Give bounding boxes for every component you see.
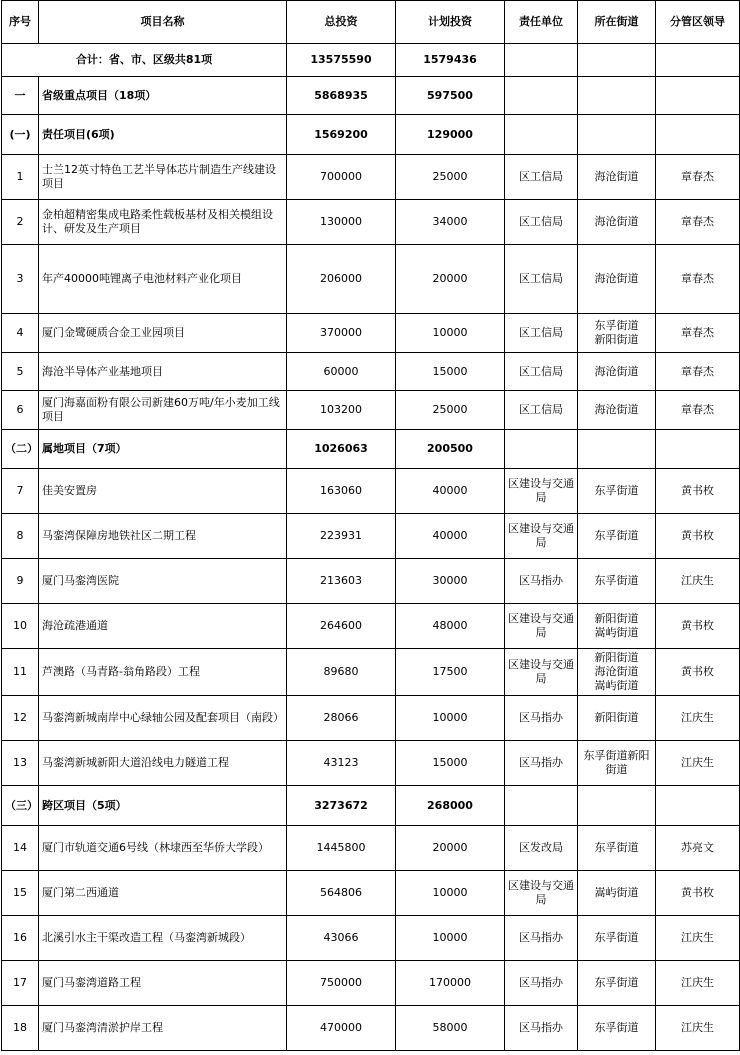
table-row [2, 469, 740, 514]
project-name: 马銮湾新城南岸中心绿轴公园及配套项目（南段） [39, 696, 287, 741]
header-planned-investment: 计划投资 [396, 1, 505, 44]
empty-cell [656, 115, 740, 155]
empty-cell [656, 44, 740, 77]
project-name: 马銮湾保障房地铁社区二期工程 [39, 514, 287, 559]
responsible-unit: 区马指办 [505, 559, 578, 604]
group-plan: 200500 [396, 430, 505, 469]
group-total: 1569200 [287, 115, 396, 155]
row-number: 4 [2, 314, 39, 353]
group-index: （三） [2, 786, 39, 826]
row-number: 3 [2, 245, 39, 314]
planned-investment: 25000 [396, 155, 505, 200]
district-leader: 苏亮文 [656, 826, 740, 871]
row-number: 1 [2, 155, 39, 200]
street: 海沧街道 [578, 245, 656, 314]
street: 新阳街道 [578, 696, 656, 741]
table-row [2, 353, 740, 391]
row-number: 7 [2, 469, 39, 514]
responsible-unit: 区工信局 [505, 245, 578, 314]
planned-investment: 58000 [396, 1006, 505, 1051]
street: 东孚街道 [578, 559, 656, 604]
district-leader: 章春杰 [656, 391, 740, 430]
total-row-plan: 1579436 [396, 44, 505, 77]
table-row [2, 200, 740, 245]
group-label: 责任项目(6项) [39, 115, 287, 155]
total-investment: 264600 [287, 604, 396, 649]
header-index: 序号 [2, 1, 39, 44]
empty-cell [578, 77, 656, 115]
group-total: 1026063 [287, 430, 396, 469]
district-leader: 江庆生 [656, 559, 740, 604]
responsible-unit: 区建设与交通局 [505, 871, 578, 916]
row-number: 13 [2, 741, 39, 786]
total-investment: 750000 [287, 961, 396, 1006]
section-index: 一 [2, 77, 39, 115]
project-name: 金柏超精密集成电路柔性载板基材及相关模组设计、研发及生产项目 [39, 200, 287, 245]
responsible-unit: 区马指办 [505, 696, 578, 741]
planned-investment: 30000 [396, 559, 505, 604]
planned-investment: 10000 [396, 696, 505, 741]
responsible-unit: 区马指办 [505, 741, 578, 786]
total-investment: 130000 [287, 200, 396, 245]
empty-cell [505, 77, 578, 115]
project-name: 厦门马銮湾医院 [39, 559, 287, 604]
district-leader: 章春杰 [656, 155, 740, 200]
project-name: 厦门马銮湾清淤护岸工程 [39, 1006, 287, 1051]
responsible-unit: 区建设与交通局 [505, 604, 578, 649]
district-leader: 江庆生 [656, 1006, 740, 1051]
street: 东孚街道 [578, 469, 656, 514]
row-number: 8 [2, 514, 39, 559]
section-label: 省级重点项目（18项） [39, 77, 287, 115]
responsible-unit: 区建设与交通局 [505, 649, 578, 696]
empty-cell [578, 430, 656, 469]
street: 新阳街道 嵩屿街道 [578, 604, 656, 649]
district-leader: 章春杰 [656, 200, 740, 245]
empty-cell [656, 77, 740, 115]
responsible-unit: 区工信局 [505, 353, 578, 391]
row-number: 5 [2, 353, 39, 391]
planned-investment: 170000 [396, 961, 505, 1006]
row-number: 2 [2, 200, 39, 245]
row-number: 14 [2, 826, 39, 871]
district-leader: 黄书枚 [656, 871, 740, 916]
empty-cell [578, 115, 656, 155]
project-name: 士兰12英寸特色工艺半导体芯片制造生产线建设项目 [39, 155, 287, 200]
row-number: 15 [2, 871, 39, 916]
district-leader: 江庆生 [656, 916, 740, 961]
planned-investment: 10000 [396, 871, 505, 916]
responsible-unit: 区工信局 [505, 155, 578, 200]
table-row [2, 604, 740, 649]
row-number: 16 [2, 916, 39, 961]
district-leader: 黄书枚 [656, 604, 740, 649]
group-index: （二） [2, 430, 39, 469]
total-investment: 564806 [287, 871, 396, 916]
planned-investment: 48000 [396, 604, 505, 649]
table-row [2, 649, 740, 696]
empty-cell [656, 786, 740, 826]
total-investment: 103200 [287, 391, 396, 430]
street: 东孚街道新阳街道 [578, 741, 656, 786]
district-leader: 江庆生 [656, 696, 740, 741]
total-row [2, 44, 740, 77]
street: 海沧街道 [578, 155, 656, 200]
empty-cell [505, 44, 578, 77]
responsible-unit: 区建设与交通局 [505, 514, 578, 559]
street: 东孚街道 [578, 826, 656, 871]
table-row [2, 559, 740, 604]
project-name: 佳美安置房 [39, 469, 287, 514]
table-row [2, 696, 740, 741]
responsible-unit: 区工信局 [505, 391, 578, 430]
district-leader: 江庆生 [656, 741, 740, 786]
district-leader: 章春杰 [656, 353, 740, 391]
table-row [2, 391, 740, 430]
group-plan: 129000 [396, 115, 505, 155]
total-investment: 206000 [287, 245, 396, 314]
street: 东孚街道 新阳街道 [578, 314, 656, 353]
planned-investment: 20000 [396, 245, 505, 314]
project-name: 厦门海嘉面粉有限公司新建60万吨/年小麦加工线项目 [39, 391, 287, 430]
street: 东孚街道 [578, 514, 656, 559]
responsible-unit: 区马指办 [505, 961, 578, 1006]
total-investment: 223931 [287, 514, 396, 559]
row-number: 17 [2, 961, 39, 1006]
total-investment: 370000 [287, 314, 396, 353]
total-investment: 470000 [287, 1006, 396, 1051]
table-row [2, 514, 740, 559]
district-leader: 章春杰 [656, 314, 740, 353]
group-row [2, 430, 740, 469]
header-project-name: 项目名称 [39, 1, 287, 44]
planned-investment: 10000 [396, 916, 505, 961]
planned-investment: 15000 [396, 741, 505, 786]
responsible-unit: 区马指办 [505, 916, 578, 961]
header-row [2, 1, 740, 44]
total-investment: 1445800 [287, 826, 396, 871]
group-index: (一) [2, 115, 39, 155]
table-row [2, 961, 740, 1006]
header-street: 所在街道 [578, 1, 656, 44]
planned-investment: 17500 [396, 649, 505, 696]
responsible-unit: 区发改局 [505, 826, 578, 871]
total-investment: 89680 [287, 649, 396, 696]
project-name: 芦澳路（马青路-翁角路段）工程 [39, 649, 287, 696]
project-table [1, 0, 740, 1051]
project-name: 海沧疏港通道 [39, 604, 287, 649]
total-investment: 60000 [287, 353, 396, 391]
district-leader: 黄书枚 [656, 469, 740, 514]
planned-investment: 25000 [396, 391, 505, 430]
street: 东孚街道 [578, 961, 656, 1006]
table-row [2, 314, 740, 353]
row-number: 11 [2, 649, 39, 696]
group-plan: 268000 [396, 786, 505, 826]
group-row [2, 786, 740, 826]
planned-investment: 40000 [396, 514, 505, 559]
row-number: 9 [2, 559, 39, 604]
district-leader: 江庆生 [656, 961, 740, 1006]
street: 海沧街道 [578, 200, 656, 245]
table-row [2, 155, 740, 200]
planned-investment: 20000 [396, 826, 505, 871]
table-row [2, 826, 740, 871]
street: 嵩屿街道 [578, 871, 656, 916]
row-number: 10 [2, 604, 39, 649]
empty-cell [505, 430, 578, 469]
street: 海沧街道 [578, 353, 656, 391]
header-responsible-unit: 责任单位 [505, 1, 578, 44]
project-name: 厦门马銮湾道路工程 [39, 961, 287, 1006]
table-row [2, 916, 740, 961]
total-investment: 213603 [287, 559, 396, 604]
street: 新阳街道 海沧街道 嵩屿街道 [578, 649, 656, 696]
empty-cell [656, 430, 740, 469]
total-investment: 43123 [287, 741, 396, 786]
street: 东孚街道 [578, 916, 656, 961]
total-row-label: 合计：省、市、区级共81项 [2, 44, 287, 77]
planned-investment: 40000 [396, 469, 505, 514]
table-row [2, 1006, 740, 1051]
total-investment: 28066 [287, 696, 396, 741]
responsible-unit: 区马指办 [505, 1006, 578, 1051]
total-investment: 163060 [287, 469, 396, 514]
planned-investment: 34000 [396, 200, 505, 245]
responsible-unit: 区工信局 [505, 314, 578, 353]
project-name: 厦门金鹭硬质合金工业园项目 [39, 314, 287, 353]
district-leader: 黄书枚 [656, 649, 740, 696]
total-investment: 43066 [287, 916, 396, 961]
empty-cell [505, 115, 578, 155]
group-row [2, 115, 740, 155]
row-number: 12 [2, 696, 39, 741]
empty-cell [578, 786, 656, 826]
street: 东孚街道 [578, 1006, 656, 1051]
section-total: 5868935 [287, 77, 396, 115]
total-row-total: 13575590 [287, 44, 396, 77]
row-number: 18 [2, 1006, 39, 1051]
planned-investment: 10000 [396, 314, 505, 353]
district-leader: 章春杰 [656, 245, 740, 314]
group-label: 跨区项目（5项） [39, 786, 287, 826]
project-name: 厦门第二西通道 [39, 871, 287, 916]
project-name: 年产40000吨锂离子电池材料产业化项目 [39, 245, 287, 314]
table-row [2, 245, 740, 314]
project-name: 北溪引水主干渠改造工程（马銮湾新城段） [39, 916, 287, 961]
empty-cell [505, 786, 578, 826]
row-number: 6 [2, 391, 39, 430]
responsible-unit: 区工信局 [505, 200, 578, 245]
empty-cell [578, 44, 656, 77]
header-total-investment: 总投资 [287, 1, 396, 44]
table-row [2, 871, 740, 916]
street: 海沧街道 [578, 391, 656, 430]
section-plan: 597500 [396, 77, 505, 115]
project-name: 厦门市轨道交通6号线（林埭西至华侨大学段） [39, 826, 287, 871]
header-leader: 分管区领导 [656, 1, 740, 44]
responsible-unit: 区建设与交通局 [505, 469, 578, 514]
project-name: 海沧半导体产业基地项目 [39, 353, 287, 391]
group-total: 3273672 [287, 786, 396, 826]
section-row-provincial [2, 77, 740, 115]
project-name: 马銮湾新城新阳大道沿线电力隧道工程 [39, 741, 287, 786]
planned-investment: 15000 [396, 353, 505, 391]
district-leader: 黄书枚 [656, 514, 740, 559]
total-investment: 700000 [287, 155, 396, 200]
group-label: 属地项目（7项） [39, 430, 287, 469]
table-row [2, 741, 740, 786]
